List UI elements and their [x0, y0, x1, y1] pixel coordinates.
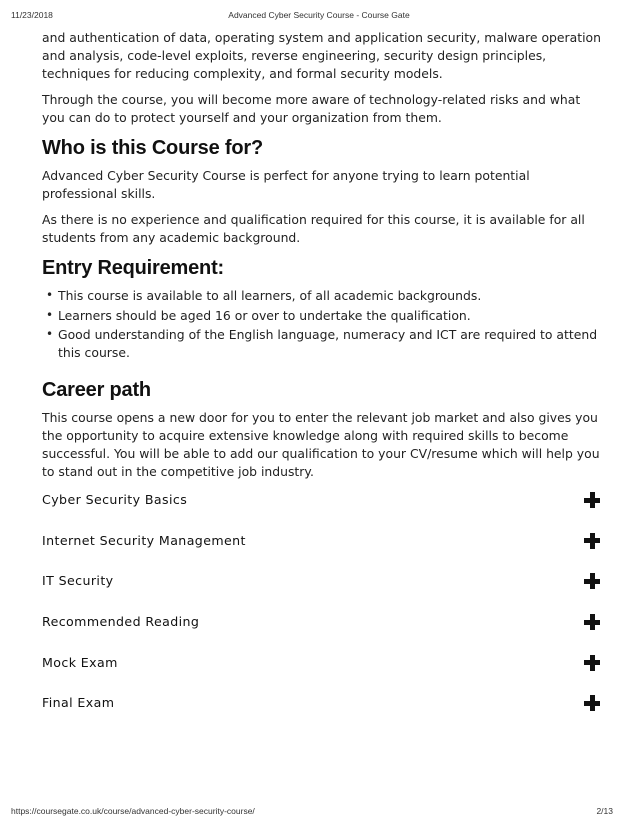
- course-description: [42, 29, 602, 489]
- accordion-item-it-security[interactable]: [42, 567, 600, 608]
- print-footer: [0, 804, 638, 826]
- accordion-label: Cyber Security Basics: [42, 492, 188, 507]
- plus-icon[interactable]: [584, 492, 600, 508]
- print-header: [0, 0, 638, 22]
- list-item: • Good understanding of the English language, numeracy and ICT are required to attend this course.: [46, 327, 598, 360]
- curriculum-accordion: [42, 486, 600, 730]
- plus-icon[interactable]: [584, 533, 600, 549]
- page-number: 2/13: [596, 806, 613, 816]
- plus-icon[interactable]: [584, 573, 600, 589]
- career-heading: Career path: [42, 379, 151, 401]
- accordion-item-recommended-reading[interactable]: [42, 608, 600, 649]
- who-heading: Who is this Course for?: [42, 137, 263, 159]
- print-date: 11/23/2018: [11, 10, 53, 20]
- accordion-item-cyber-security-basics[interactable]: [42, 486, 600, 527]
- list-item: • This course is available to all learners, of all academic backgrounds.: [46, 288, 482, 303]
- entry-heading: Entry Requirement:: [42, 257, 224, 279]
- accordion-item-mock-exam[interactable]: [42, 649, 600, 690]
- plus-icon[interactable]: [584, 614, 600, 630]
- plus-icon[interactable]: [584, 695, 600, 711]
- list-item: • Learners should be aged 16 or over to undertake the qualification.: [46, 307, 471, 323]
- entry-requirements-list: [42, 287, 602, 361]
- print-url: https://coursegate.co.uk/course/advanced-cyber-security-course/: [11, 806, 255, 816]
- accordion-label: Mock Exam: [42, 654, 118, 670]
- plus-icon[interactable]: [584, 655, 600, 671]
- accordion-label: Recommended Reading: [42, 614, 200, 630]
- accordion-label: Final Exam: [42, 695, 115, 711]
- accordion-label: IT Security: [42, 573, 114, 589]
- accordion-item-final-exam[interactable]: [42, 689, 600, 730]
- who-paragraph-2: As there is no experience and qualification required for this course, it is available for all students from any academic background.: [42, 212, 585, 245]
- who-paragraph-1: Advanced Cyber Security Course is perfect for anyone trying to learn potential professional skills.: [42, 168, 530, 201]
- intro-paragraph-1: and authentication of data, operating system and application security, malware operation and analysis, code-level exploits, reverse engineering, security design principles, techniques for reducing complexity, and formal security models.: [42, 30, 601, 81]
- career-paragraph: This course opens a new door for you to enter the relevant job market and also gives you the opportunity to acquire extensive knowledge along with required skills to become successful. You will be able to add our qualification to your CV/resume which will help you to stand out in the competitive job industry.: [42, 410, 600, 479]
- intro-paragraph-2: Through the course, you will become more aware of technology-related risks and what you can do to protect yourself and your organization from them.: [42, 92, 581, 125]
- print-title: Advanced Cyber Security Course - Course Gate: [228, 10, 410, 20]
- accordion-label: Internet Security Management: [42, 532, 246, 548]
- accordion-item-internet-security-management[interactable]: [42, 527, 600, 568]
